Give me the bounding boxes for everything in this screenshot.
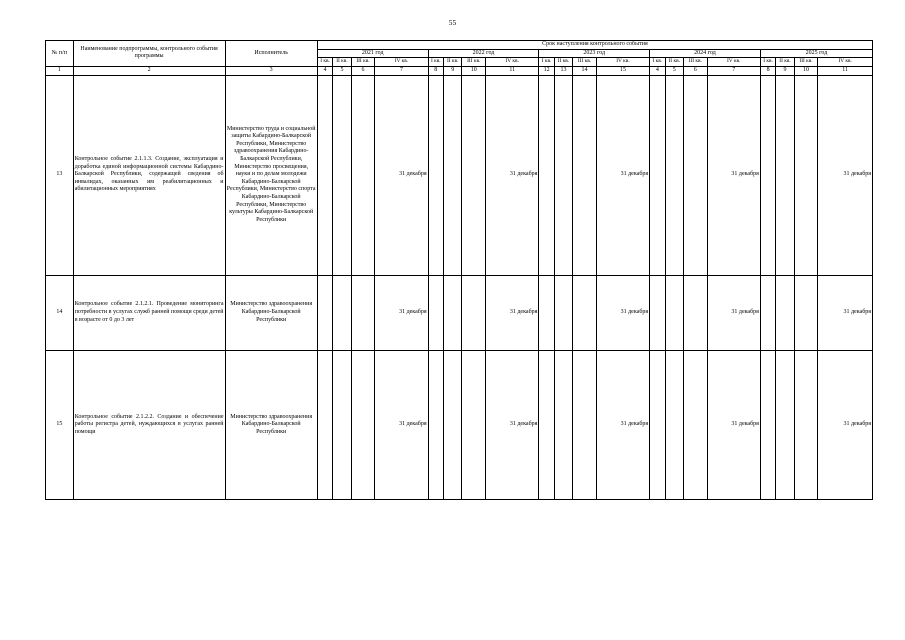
column-number: 7: [707, 66, 760, 75]
page-number: 55: [448, 18, 457, 27]
executor: Министерство здравоохранения Кабардино-Балкарской Республики: [225, 275, 317, 351]
header-year-2022: 2022 год: [428, 49, 539, 58]
column-number: 14: [573, 66, 597, 75]
column-number: 11: [486, 66, 539, 75]
event-name: Контрольное событие 2.1.2.1. Проведение мониторинга потребности в услугах служб ранней помощи среди детей в возрасте от 0 до 3 лет: [73, 275, 225, 351]
column-number: 9: [443, 66, 461, 75]
event-name: Контрольное событие 2.1.1.3. Создание, эксплуатация и доработка единой информационной системы Кабардино-Балкарской Республики, содержащей сведения об инвалидах, оказанных им реабилитационных и абилитационных мероприятиях: [73, 75, 225, 275]
quarter-label: I кв.: [428, 58, 443, 67]
deadline-2022-q4: 31 декабря: [486, 75, 539, 275]
quarter-label: II кв.: [443, 58, 461, 67]
quarter-label: I кв.: [317, 58, 332, 67]
column-number: 2: [73, 66, 225, 75]
column-number: 11: [818, 66, 873, 75]
deadline-2025-q4: 31 декабря: [818, 275, 873, 351]
quarter-label: IV кв.: [375, 58, 428, 67]
quarter-label: I кв.: [760, 58, 775, 67]
column-number: 10: [794, 66, 818, 75]
column-number: 5: [333, 66, 351, 75]
header-name: Наименование подпрограммы, контрольного события программы: [73, 41, 225, 67]
quarter-label: IV кв.: [707, 58, 760, 67]
deadline-2021-q4: 31 декабря: [375, 75, 428, 275]
quarter-label: II кв.: [776, 58, 794, 67]
column-number: 4: [317, 66, 332, 75]
header-num: № п/п: [46, 41, 74, 67]
control-events-table: [45, 40, 873, 500]
column-number: 6: [683, 66, 707, 75]
deadline-2024-q4: 31 декабря: [707, 75, 760, 275]
deadline-2021-q4: 31 декабря: [375, 351, 428, 500]
row-number: 14: [46, 275, 74, 351]
deadline-2022-q4: 31 декабря: [486, 275, 539, 351]
executor: Министерство труда и социальной защиты Кабардино-Балкарской Республики, Министерство здравоохранения Кабардино-Балкарской Республики, Министерство просвещения, науки и по делам молодежи Кабардино-Балкарской Республики, Министерство спорта Кабардино-Балкарской Республики, Министерство культуры Кабардино-Балкарской Республики: [225, 75, 317, 275]
column-number: 15: [596, 66, 649, 75]
column-number: 5: [665, 66, 683, 75]
column-number: 6: [351, 66, 375, 75]
table-row: [46, 351, 873, 500]
table-row: [46, 275, 873, 351]
quarter-label: III кв.: [573, 58, 597, 67]
deadline-2023-q4: 31 декабря: [596, 275, 649, 351]
quarter-label: I кв.: [539, 58, 554, 67]
quarter-label: II кв.: [333, 58, 351, 67]
column-number: 8: [760, 66, 775, 75]
quarter-label: IV кв.: [486, 58, 539, 67]
quarter-label: III кв.: [351, 58, 375, 67]
header-year-2021: 2021 год: [317, 49, 428, 58]
quarter-label: IV кв.: [596, 58, 649, 67]
quarter-label: IV кв.: [818, 58, 873, 67]
quarter-label: II кв.: [554, 58, 572, 67]
row-number: 15: [46, 351, 74, 500]
column-number: 13: [554, 66, 572, 75]
quarter-label: II кв.: [665, 58, 683, 67]
quarter-label: I кв.: [650, 58, 665, 67]
deadline-2025-q4: 31 декабря: [818, 351, 873, 500]
column-number: 7: [375, 66, 428, 75]
column-number-row: [46, 66, 873, 75]
quarter-label: III кв.: [462, 58, 486, 67]
deadline-2022-q4: 31 декабря: [486, 351, 539, 500]
column-number: 1: [46, 66, 74, 75]
column-number: 10: [462, 66, 486, 75]
header-year-2024: 2024 год: [650, 49, 761, 58]
deadline-2021-q4: 31 декабря: [375, 275, 428, 351]
column-number: 3: [225, 66, 317, 75]
header-year-2023: 2023 год: [539, 49, 650, 58]
deadline-2023-q4: 31 декабря: [596, 75, 649, 275]
column-number: 8: [428, 66, 443, 75]
header-term: Срок наступления контрольного события: [317, 41, 872, 50]
header-executor: Исполнитель: [225, 41, 317, 67]
header-year-2025: 2025 год: [760, 49, 872, 58]
deadline-2024-q4: 31 декабря: [707, 275, 760, 351]
quarter-label: III кв.: [683, 58, 707, 67]
deadline-2023-q4: 31 декабря: [596, 351, 649, 500]
table-row: [46, 75, 873, 275]
event-name: Контрольное событие 2.1.2.2. Создание и обеспечение работы регистра детей, нуждающихся в услугах ранней помощи: [73, 351, 225, 500]
deadline-2025-q4: 31 декабря: [818, 75, 873, 275]
row-number: 13: [46, 75, 74, 275]
quarter-label: III кв.: [794, 58, 818, 67]
column-number: 4: [650, 66, 665, 75]
column-number: 9: [776, 66, 794, 75]
executor: Министерство здравоохранения Кабардино-Балкарской Республики: [225, 351, 317, 500]
deadline-2024-q4: 31 декабря: [707, 351, 760, 500]
column-number: 12: [539, 66, 554, 75]
